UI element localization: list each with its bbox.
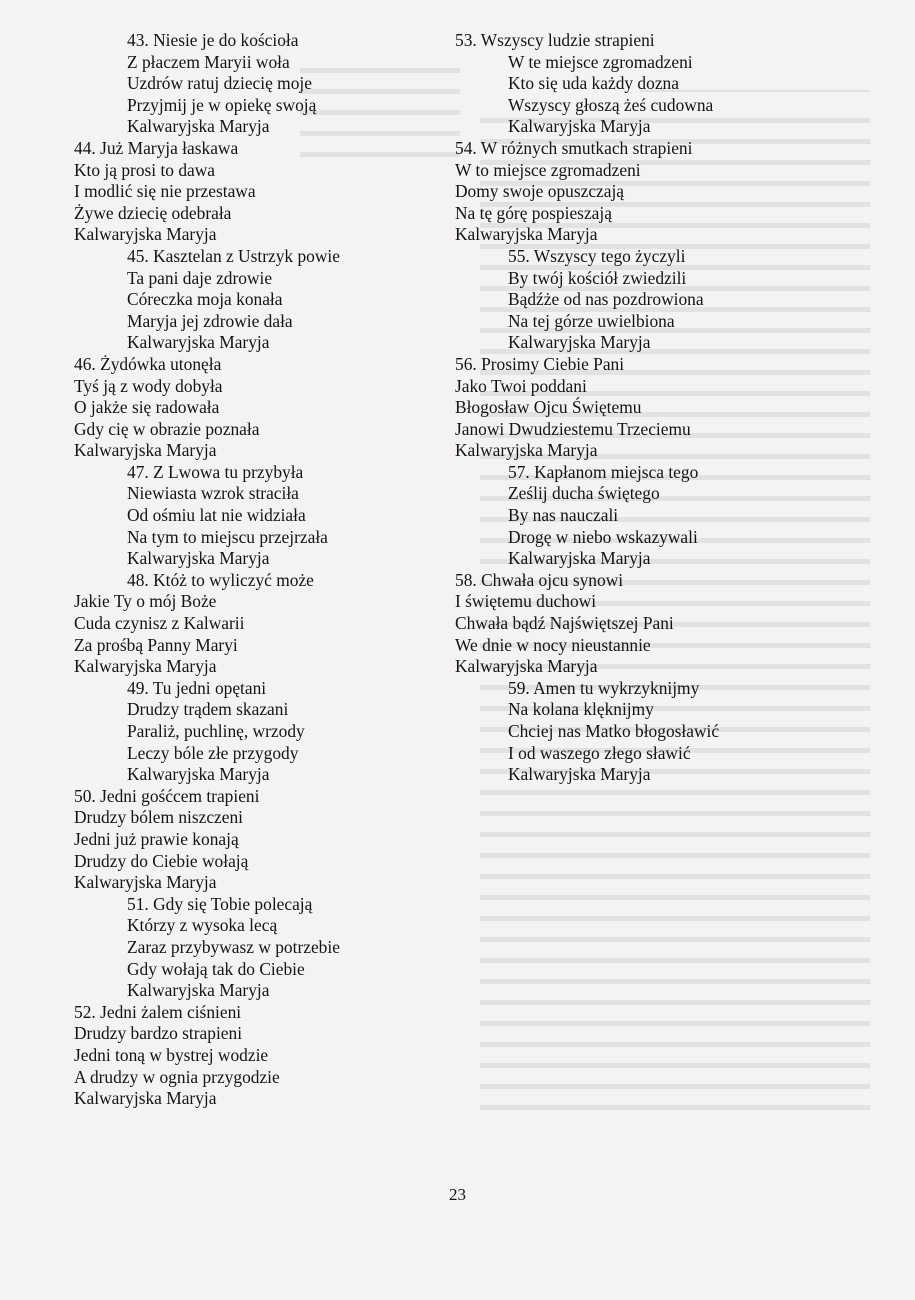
- verse-line: Ześlij ducha świętego: [508, 483, 660, 504]
- verse-line: 47. Z Lwowa tu przybyła: [127, 461, 304, 482]
- verse-line: Kalwaryjska Maryja: [74, 872, 217, 893]
- verse-line: Zaraz przybywasz w potrzebie: [127, 936, 340, 957]
- verse-line: Kalwaryjska Maryja: [74, 224, 217, 245]
- verse-line: I świętemu duchowi: [455, 591, 597, 612]
- verse-line: Na tę górę pospieszają: [455, 202, 612, 223]
- verse-line: Jedni już prawie konają: [74, 828, 239, 849]
- right-column: [455, 30, 875, 786]
- verse-line: 46. Żydówka utonęła: [74, 353, 222, 374]
- verse-line: Kalwaryjska Maryja: [455, 656, 598, 677]
- verse-line: 45. Kasztelan z Ustrzyk powie: [127, 245, 340, 266]
- verse-line: Kalwaryjska Maryja: [127, 764, 270, 785]
- verse-line: Kto ją prosi to dawa: [74, 159, 216, 180]
- verse-line: W te miejsce zgromadzeni: [508, 51, 693, 72]
- verse-line: Kalwaryjska Maryja: [74, 440, 217, 461]
- verse-line: Drudzy bardzo strapieni: [74, 1023, 243, 1044]
- verse-line: Jako Twoi poddani: [455, 375, 587, 396]
- verse-line: Kalwaryjska Maryja: [455, 440, 598, 461]
- verse-line: Za prośbą Panny Maryi: [74, 634, 238, 655]
- verse-line: Gdy wołają tak do Ciebie: [127, 958, 305, 979]
- verse-line: Ta pani daje zdrowie: [127, 267, 273, 288]
- verse-line: Domy swoje opuszczają: [455, 181, 625, 202]
- verse-line: Którzy z wysoka lecą: [127, 915, 278, 936]
- verse-line: Kalwaryjska Maryja: [455, 224, 598, 245]
- verse-line: W to miejsce zgromadzeni: [455, 159, 641, 180]
- verse-line: Na tym to miejscu przejrzała: [127, 526, 328, 547]
- verse-line: Maryja jej zdrowie dała: [127, 310, 293, 331]
- verse-line: Kalwaryjska Maryja: [127, 980, 270, 1001]
- verse-line: Cuda czynisz z Kalwarii: [74, 613, 245, 634]
- verse-line: Córeczka moja konała: [127, 289, 283, 310]
- left-column: [74, 30, 444, 1110]
- verse-line: 59. Amen tu wykrzyknijmy: [508, 677, 700, 698]
- verse-line: Kto się uda każdy dozna: [508, 73, 679, 94]
- verse-line: Wszyscy głoszą żeś cudowna: [508, 94, 714, 115]
- verse-line: 48. Któż to wyliczyć może: [127, 569, 314, 590]
- page-number: 23: [449, 1185, 466, 1204]
- verse-line: Chciej nas Matko błogosławić: [508, 721, 720, 741]
- verse-line: Chwała bądź Najświętszej Pani: [455, 613, 674, 634]
- verse-line: I modlić się nie przestawa: [74, 181, 256, 202]
- verse-line: 49. Tu jedni opętani: [127, 677, 267, 698]
- verse-line: Leczy bóle złe przygody: [127, 742, 299, 763]
- verse-line: We dnie w nocy nieustannie: [455, 634, 651, 655]
- verse-line: O jakże się radowała: [74, 397, 220, 418]
- verse-line: Błogosław Ojcu Świętemu: [455, 397, 642, 418]
- verse-line: Kalwaryjska Maryja: [127, 116, 270, 137]
- verse-line: A drudzy w ognia przygodzie: [74, 1066, 280, 1087]
- verse-line: Kalwaryjska Maryja: [508, 116, 651, 137]
- verse-line: Bądźże od nas pozdrowiona: [508, 289, 704, 310]
- verse-line: 57. Kapłanom miejsca tego: [508, 461, 699, 482]
- verse-line: 55. Wszyscy tego życzyli: [508, 245, 686, 266]
- verse-line: Drudzy trądem skazani: [127, 699, 289, 720]
- verse-line: Od ośmiu lat nie widziała: [127, 505, 306, 526]
- verse-line: 52. Jedni żalem ciśnieni: [74, 1001, 242, 1022]
- verse-line: 53. Wszyscy ludzie strapieni: [455, 30, 655, 50]
- verse-line: Z płaczem Maryii woła: [127, 51, 290, 72]
- verse-line: Kalwaryjska Maryja: [127, 548, 270, 569]
- verse-line: 44. Już Maryja łaskawa: [74, 137, 239, 158]
- verse-line: Jedni toną w bystrej wodzie: [74, 1044, 269, 1065]
- verse-line: 43. Niesie je do kościoła: [127, 30, 299, 50]
- verse-line: By twój kościół zwiedzili: [508, 267, 687, 288]
- verse-line: Żywe dziecię odebrała: [74, 202, 232, 223]
- verse-line: By nas nauczali: [508, 505, 619, 526]
- verse-line: 56. Prosimy Ciebie Pani: [455, 353, 625, 374]
- verse-line: 50. Jedni gośćcem trapieni: [74, 785, 260, 806]
- verse-line: Drogę w niebo wskazywali: [508, 526, 698, 547]
- verse-line: Drudzy bólem niszczeni: [74, 807, 244, 828]
- verse-line: Kalwaryjska Maryja: [127, 332, 270, 353]
- verse-line: Drudzy do Ciebie wołają: [74, 850, 249, 871]
- verse-line: I od waszego złego sławić: [508, 742, 691, 763]
- verse-line: Na kolana klęknijmy: [508, 699, 654, 720]
- verse-line: Kalwaryjska Maryja: [508, 548, 651, 569]
- verse-line: Na tej górze uwielbiona: [508, 310, 675, 331]
- verse-line: Gdy cię w obrazie poznała: [74, 418, 260, 439]
- verse-line: Przyjmij je w opiekę swoją: [127, 94, 317, 115]
- verse-line: Uzdrów ratuj dziecię moje: [127, 73, 312, 94]
- verse-line: 51. Gdy się Tobie polecają: [127, 893, 313, 914]
- verse-line: Tyś ją z wody dobyła: [74, 375, 223, 396]
- verse-line: Kalwaryjska Maryja: [508, 764, 651, 785]
- verse-line: Paraliż, puchlinę, wrzody: [127, 721, 305, 741]
- verse-line: Janowi Dwudziestemu Trzeciemu: [455, 418, 691, 439]
- verse-line: Kalwaryjska Maryja: [74, 656, 217, 677]
- verse-line: Kalwaryjska Maryja: [508, 332, 651, 353]
- verse-line: 54. W różnych smutkach strapieni: [455, 137, 693, 158]
- verse-line: Kalwaryjska Maryja: [74, 1088, 217, 1109]
- verse-line: Niewiasta wzrok straciła: [127, 483, 299, 504]
- verse-line: Jakie Ty o mój Boże: [74, 591, 217, 612]
- verse-line: 58. Chwała ojcu synowi: [455, 569, 624, 590]
